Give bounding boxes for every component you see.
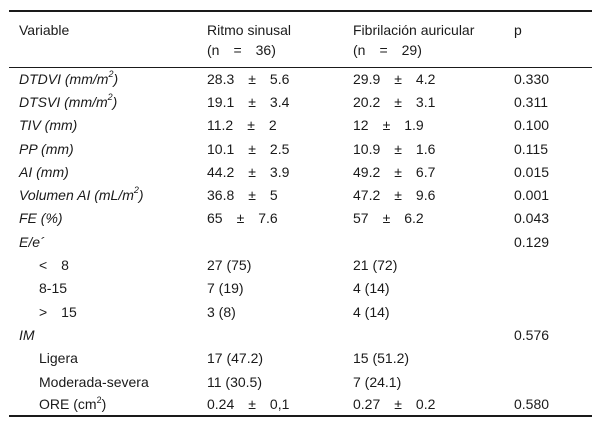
table-row xyxy=(9,393,592,416)
cell-p-value: 0.311 xyxy=(514,93,548,110)
variable-label: TIV (mm) xyxy=(19,117,78,134)
cell-p-value: 0.015 xyxy=(514,163,550,180)
unit-superscript: 2 xyxy=(96,394,102,405)
cell-variable xyxy=(9,347,197,370)
cell-ritmo-sinusal: 19.1 ± 3.4 xyxy=(207,93,290,110)
table-row xyxy=(9,253,592,276)
cell-p-value: 0.115 xyxy=(514,140,548,157)
table-row xyxy=(9,230,592,253)
cell-fibrilacion-auricular: 15 (51.2) xyxy=(353,350,410,367)
variable-label: PP (mm) xyxy=(19,140,74,157)
cell-fibrilacion-auricular xyxy=(343,323,504,346)
variable-label: IM xyxy=(19,326,35,343)
cell-variable xyxy=(9,137,197,160)
cell-variable xyxy=(9,230,197,253)
variable-label: 8-15 xyxy=(39,280,68,297)
header-variable: Variable xyxy=(9,11,197,67)
table-row xyxy=(9,347,592,370)
cell-variable xyxy=(9,277,197,300)
variable-label: < 8 xyxy=(39,257,69,274)
cell-ritmo-sinusal: 10.1 ± 2.5 xyxy=(207,140,290,157)
header-fibrilacion-auricular xyxy=(343,11,504,67)
cell-fibrilacion-auricular: 29.9 ± 4.2 xyxy=(353,70,436,87)
cell-fibrilacion-auricular: 10.9 ± 1.6 xyxy=(353,140,436,157)
cell-variable xyxy=(9,90,197,113)
cell-p-value: 0.129 xyxy=(514,233,550,250)
cell-p-value: 0.043 xyxy=(514,210,550,227)
cell-ritmo-sinusal: 17 (47.2) xyxy=(207,350,264,367)
table-row xyxy=(9,90,592,113)
cell-ritmo-sinusal: 11.2 ± 2 xyxy=(207,117,277,134)
cell-fibrilacion-auricular: 7 (24.1) xyxy=(353,373,402,390)
variable-label: DTDVI (mm/m xyxy=(19,70,109,87)
header-fa-n: (n = 29) xyxy=(353,42,422,58)
variable-label: AI (mm) xyxy=(19,163,69,180)
cell-fibrilacion-auricular: 12 ± 1.9 xyxy=(353,117,424,134)
table-header xyxy=(9,11,592,67)
cell-variable xyxy=(9,323,197,346)
table-row xyxy=(9,323,592,346)
unit-superscript: 2 xyxy=(133,185,139,196)
unit-close: ) xyxy=(113,70,119,87)
cell-p-value: 0.580 xyxy=(504,393,592,416)
cell-ritmo-sinusal: 65 ± 7.6 xyxy=(207,210,278,227)
cell-variable xyxy=(9,67,197,90)
table-row xyxy=(9,300,592,323)
table-row xyxy=(9,277,592,300)
variable-label: Moderada-severa xyxy=(39,373,149,390)
table-row xyxy=(9,370,592,393)
cell-ritmo-sinusal: 27 (75) xyxy=(207,257,252,274)
cell-ritmo-sinusal: 0.24 ± 0,1 xyxy=(197,393,343,416)
unit-close: ) xyxy=(112,93,118,110)
cell-fibrilacion-auricular: 0.27 ± 0.2 xyxy=(343,393,504,416)
table-row xyxy=(9,207,592,230)
table-row xyxy=(9,67,592,90)
header-rs-title: Ritmo sinusal xyxy=(207,22,292,38)
header-row xyxy=(9,11,592,67)
cell-p-value: 0.576 xyxy=(514,326,550,343)
table-row xyxy=(9,137,592,160)
cell-p-value: 0.100 xyxy=(514,117,550,134)
cell-fibrilacion-auricular: 47.2 ± 9.6 xyxy=(353,187,436,204)
unit-close: ) xyxy=(138,187,144,204)
echo-comparison-table xyxy=(9,10,592,417)
variable-label: Ligera xyxy=(39,350,78,367)
cell-p-value xyxy=(504,277,592,300)
cell-p-value xyxy=(504,300,592,323)
cell-ritmo-sinusal: 44.2 ± 3.9 xyxy=(207,163,290,180)
table-body xyxy=(9,67,592,416)
cell-fibrilacion-auricular: 57 ± 6.2 xyxy=(353,210,424,227)
cell-variable xyxy=(9,300,197,323)
table-row xyxy=(9,114,592,137)
unit-superscript: 2 xyxy=(107,92,113,103)
cell-fibrilacion-auricular: 20.2 ± 3.1 xyxy=(353,93,436,110)
cell-fibrilacion-auricular: 4 (14) xyxy=(353,280,390,297)
unit-superscript: 2 xyxy=(108,69,114,80)
variable-label: FE (%) xyxy=(19,210,63,227)
cell-fibrilacion-auricular: 49.2 ± 6.7 xyxy=(353,163,436,180)
header-fa-title: Fibrilación auricular xyxy=(353,22,475,38)
cell-p-value xyxy=(504,347,592,370)
cell-variable xyxy=(9,183,197,206)
cell-p-value xyxy=(504,253,592,276)
cell-ritmo-sinusal: 11 (30.5) xyxy=(207,373,262,390)
cell-variable xyxy=(9,393,197,416)
table-row xyxy=(9,183,592,206)
cell-fibrilacion-auricular xyxy=(343,230,504,253)
variable-label: E/e´ xyxy=(19,233,45,250)
variable-label: Volumen AI (mL/m xyxy=(19,187,134,204)
cell-fibrilacion-auricular: 21 (72) xyxy=(353,257,398,274)
variable-label: > 15 xyxy=(39,303,77,320)
table-row xyxy=(9,160,592,183)
header-p-value: p xyxy=(504,11,592,67)
data-table-container xyxy=(9,10,592,417)
cell-fibrilacion-auricular: 4 (14) xyxy=(353,303,390,320)
cell-ritmo-sinusal xyxy=(197,230,343,253)
cell-ritmo-sinusal: 28.3 ± 5.6 xyxy=(207,70,290,87)
variable-label: DTSVI (mm/m xyxy=(19,93,108,110)
cell-variable xyxy=(9,160,197,183)
cell-variable xyxy=(9,207,197,230)
header-rs-n: (n = 36) xyxy=(207,42,276,58)
cell-ritmo-sinusal xyxy=(197,323,343,346)
header-ritmo-sinusal xyxy=(197,11,343,67)
cell-ritmo-sinusal: 7 (19) xyxy=(207,280,244,297)
cell-variable xyxy=(9,253,197,276)
cell-p-value xyxy=(504,370,592,393)
cell-ritmo-sinusal: 3 (8) xyxy=(207,303,236,320)
cell-p-value: 0.330 xyxy=(514,70,550,87)
unit-close: ) xyxy=(101,396,107,413)
cell-variable xyxy=(9,370,197,393)
cell-ritmo-sinusal: 36.8 ± 5 xyxy=(207,187,278,204)
cell-variable xyxy=(9,114,197,137)
variable-label: ORE (cm xyxy=(39,396,97,413)
cell-p-value: 0.001 xyxy=(514,187,550,204)
